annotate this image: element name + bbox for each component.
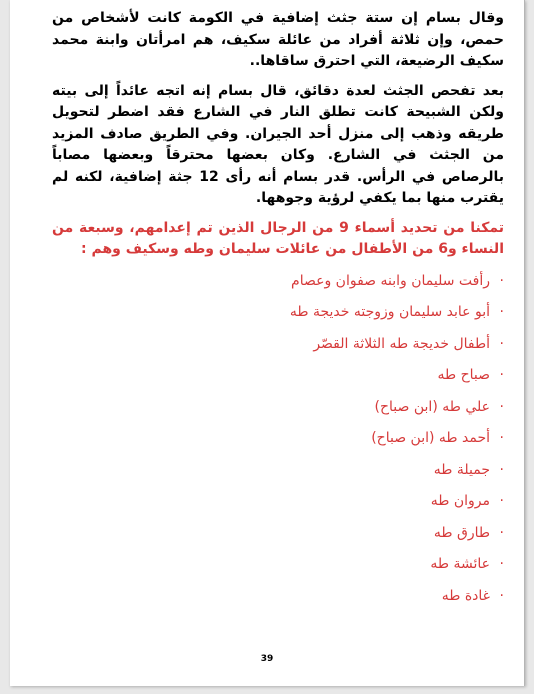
list-item — [52, 549, 504, 581]
list-item-text: عائشة طه — [430, 556, 490, 572]
list-item-text: جميلة طه — [433, 461, 490, 478]
page-number: 39 — [260, 654, 274, 664]
list-item — [52, 329, 504, 361]
bullet-icon: · — [499, 556, 504, 572]
list-item — [52, 455, 504, 487]
list-item-text: مروان طه — [430, 493, 490, 509]
paragraph-2: بعد تفحص الجثث لعدة دقائق، قال بسام إنه اتجه عائداً إلى بيته ولكن الشبيحة كانت تطلق النار في الشارع فقد اضطر لتحويل طريقه وذهب إلى منزل أحد الجيران. وفي الطريق صادف المزيد من الجثث في الشارع. وكان بعضها محترقاً وبعضها مصاباً بالرصاص في الرأس. قدر بسام أنه رأى 12 جثة إضافية، لكنه لم يقترب منها بما يكفي لرؤية وجوهها. — [52, 82, 504, 206]
list-item-text: رأفت سليمان وابنه صفوان وعصام — [291, 272, 490, 289]
bullet-icon: · — [499, 367, 504, 383]
bullet-icon: · — [499, 272, 504, 289]
list-item — [52, 423, 504, 455]
victims-intro: تمكنا من تحديد أسماء 9 من الرجال الذين تم إعدامهم، وسبعة من النساء و6 من الأطفال من عائلات سليمان وطه وسكيف وهم : — [52, 219, 504, 257]
list-item — [52, 486, 504, 518]
bullet-icon: · — [499, 461, 504, 478]
victims-list — [52, 266, 504, 613]
list-item-text: غادة طه — [441, 587, 490, 604]
bullet-icon: · — [499, 524, 504, 541]
list-item — [52, 266, 504, 298]
list-item-text: أطفال خديجة طه الثلاثة القصّر — [313, 335, 490, 352]
document-page — [10, 0, 525, 686]
bullet-icon: · — [499, 587, 504, 604]
list-item — [52, 392, 504, 424]
list-item — [52, 581, 504, 613]
paragraph-1: وقال بسام إن ستة جثث إضافية في الكومة كانت لأشخاص من حمص، وإن ثلاثة أفراد من عائلة سكيف، هم امرأتان وابنة محمد سكيف الرضيعة، التي احترق ساقاها.. — [52, 10, 504, 69]
list-item — [52, 360, 504, 392]
list-item-text: طارق طه — [433, 524, 490, 541]
list-item — [52, 297, 504, 329]
bullet-icon: · — [499, 398, 504, 415]
bullet-icon: · — [499, 335, 504, 352]
list-item-text: صباح طه — [437, 367, 490, 383]
bullet-icon: · — [499, 304, 504, 320]
list-item-text: أبو عابد سليمان وزوجته خديجة طه — [289, 304, 490, 320]
bullet-icon: · — [499, 430, 504, 446]
list-item — [52, 518, 504, 550]
bullet-icon: · — [499, 493, 504, 509]
list-item-text: أحمد طه (ابن صباح) — [371, 430, 490, 446]
page-content — [52, 8, 504, 612]
list-item-text: علي طه (ابن صباح) — [374, 398, 490, 415]
